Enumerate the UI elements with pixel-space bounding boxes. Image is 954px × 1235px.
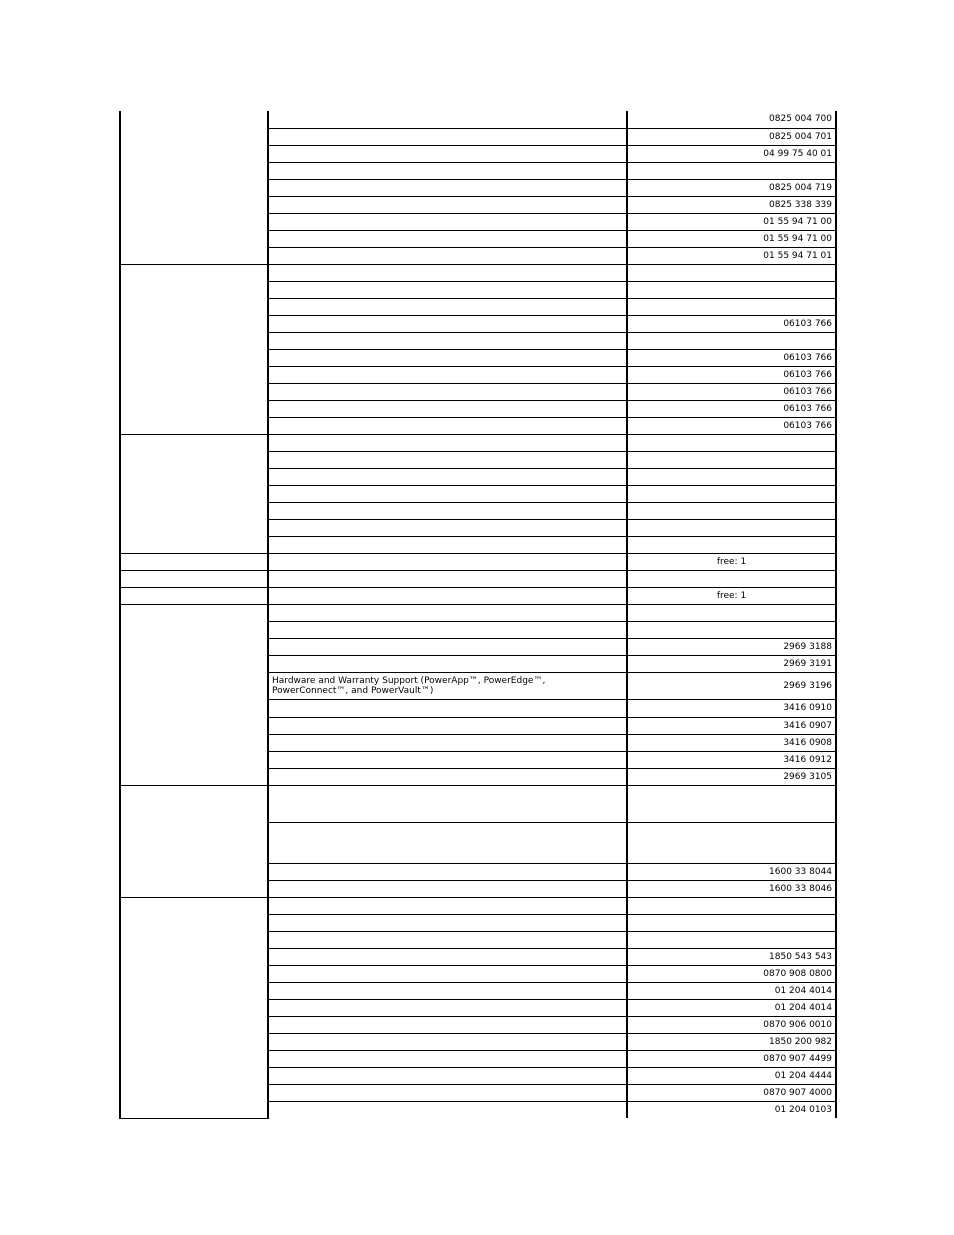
phone-number-cell: 1600 33 8046 [627, 880, 836, 897]
service-label-cell [268, 298, 627, 315]
phone-number-cell [627, 298, 836, 315]
service-label-cell [268, 587, 627, 604]
phone-number-cell [627, 822, 836, 863]
service-label-cell [268, 145, 627, 162]
phone-number-cell: 0825 004 701 [627, 128, 836, 145]
phone-number-cell [627, 468, 836, 485]
phone-number-cell: free: 1 [627, 587, 836, 604]
service-label-cell [268, 1067, 627, 1084]
contact-numbers-table [119, 111, 837, 1119]
phone-number-cell: 3416 0912 [627, 751, 836, 768]
table-row [120, 264, 836, 281]
phone-number-cell: 0825 004 719 [627, 179, 836, 196]
service-label-cell [268, 897, 627, 914]
service-label-cell [268, 553, 627, 570]
service-label-cell [268, 604, 627, 621]
phone-number-cell: 3416 0907 [627, 717, 836, 734]
phone-number-cell: 0825 004 700 [627, 111, 836, 128]
phone-number-cell: 3416 0910 [627, 699, 836, 717]
service-label-cell [268, 383, 627, 400]
service-label-cell [268, 914, 627, 931]
service-label-cell [268, 822, 627, 863]
phone-number-cell [627, 536, 836, 553]
service-label-cell [268, 1033, 627, 1050]
phone-number-cell [627, 264, 836, 281]
service-label-cell [268, 751, 627, 768]
service-label-cell [268, 247, 627, 264]
service-label-cell [268, 264, 627, 281]
table-row [120, 553, 836, 570]
service-label-cell [268, 502, 627, 519]
service-label-cell [268, 434, 627, 451]
service-label-cell: Hardware and Warranty Support (PowerApp™, PowerEdge™, PowerConnect™, and PowerVault™) [268, 672, 627, 699]
phone-number-cell: 06103 766 [627, 400, 836, 417]
table-body [120, 111, 836, 1118]
service-label-cell [268, 281, 627, 298]
region-cell [120, 587, 268, 604]
phone-number-cell: 04 99 75 40 01 [627, 145, 836, 162]
phone-number-cell: 01 55 94 71 01 [627, 247, 836, 264]
phone-number-cell: 2969 3191 [627, 655, 836, 672]
table-row [120, 587, 836, 604]
phone-number-cell [627, 485, 836, 502]
phone-number-cell: 06103 766 [627, 383, 836, 400]
service-label-cell [268, 536, 627, 553]
service-label-cell [268, 982, 627, 999]
service-label-cell [268, 999, 627, 1016]
service-label-cell [268, 880, 627, 897]
service-label-cell [268, 1084, 627, 1101]
phone-number-cell: free: 1 [627, 553, 836, 570]
service-label-cell [268, 315, 627, 332]
phone-number-cell: 01 204 4444 [627, 1067, 836, 1084]
phone-number-cell [627, 914, 836, 931]
phone-number-cell: 2969 3188 [627, 638, 836, 655]
phone-number-cell: 06103 766 [627, 366, 836, 383]
service-label-cell [268, 196, 627, 213]
service-label-cell [268, 655, 627, 672]
service-label-cell [268, 485, 627, 502]
phone-number-cell: 2969 3196 [627, 672, 836, 699]
phone-number-cell: 01 204 4014 [627, 999, 836, 1016]
service-label-cell [268, 863, 627, 880]
phone-number-cell: 06103 766 [627, 417, 836, 434]
service-label-cell [268, 468, 627, 485]
service-label-cell [268, 965, 627, 982]
service-label-cell [268, 948, 627, 965]
phone-number-cell: 0825 338 339 [627, 196, 836, 213]
region-cell [120, 570, 268, 587]
phone-number-cell: 01 55 94 71 00 [627, 213, 836, 230]
phone-number-cell: 0870 906 0010 [627, 1016, 836, 1033]
service-label-cell [268, 179, 627, 196]
phone-number-cell: 0870 907 4000 [627, 1084, 836, 1101]
service-label-cell [268, 717, 627, 734]
table-row [120, 434, 836, 451]
phone-number-cell: 2969 3105 [627, 768, 836, 785]
phone-number-cell [627, 451, 836, 468]
region-cell [120, 111, 268, 264]
phone-number-cell [627, 434, 836, 451]
phone-number-cell [627, 502, 836, 519]
phone-number-cell [627, 604, 836, 621]
service-label-cell [268, 1101, 627, 1118]
service-label-cell [268, 111, 627, 128]
phone-number-cell: 06103 766 [627, 315, 836, 332]
phone-number-cell [627, 162, 836, 179]
region-cell [120, 264, 268, 434]
region-cell [120, 434, 268, 553]
phone-number-cell [627, 281, 836, 298]
phone-number-cell: 01 55 94 71 00 [627, 230, 836, 247]
phone-number-cell: 01 204 4014 [627, 982, 836, 999]
service-label-cell [268, 570, 627, 587]
service-label-cell [268, 400, 627, 417]
phone-number-cell: 3416 0908 [627, 734, 836, 751]
service-label-cell [268, 128, 627, 145]
region-cell [120, 785, 268, 897]
table-row [120, 604, 836, 621]
service-label-cell [268, 332, 627, 349]
phone-number-cell: 01 204 0103 [627, 1101, 836, 1118]
service-label-cell [268, 734, 627, 751]
table-row [120, 111, 836, 128]
service-label-cell [268, 162, 627, 179]
service-label-cell [268, 1050, 627, 1067]
service-label-cell [268, 699, 627, 717]
region-cell [120, 897, 268, 1118]
phone-number-cell: 1850 200 982 [627, 1033, 836, 1050]
service-label-cell [268, 230, 627, 247]
phone-number-cell [627, 332, 836, 349]
service-label-cell [268, 417, 627, 434]
service-label-cell [268, 931, 627, 948]
table-row [120, 785, 836, 822]
phone-number-cell: 1600 33 8044 [627, 863, 836, 880]
region-cell [120, 553, 268, 570]
phone-number-cell: 0870 907 4499 [627, 1050, 836, 1067]
phone-number-cell [627, 897, 836, 914]
phone-number-cell: 1850 543 543 [627, 948, 836, 965]
service-label-cell [268, 1016, 627, 1033]
phone-number-cell [627, 785, 836, 822]
phone-number-cell [627, 570, 836, 587]
service-label-cell [268, 366, 627, 383]
service-label-cell [268, 349, 627, 366]
service-label-cell [268, 768, 627, 785]
service-label-cell [268, 451, 627, 468]
region-cell [120, 604, 268, 785]
service-label-cell [268, 519, 627, 536]
phone-number-cell: 0870 908 0800 [627, 965, 836, 982]
table-row [120, 570, 836, 587]
table-row [120, 897, 836, 914]
phone-number-cell [627, 519, 836, 536]
service-label-cell [268, 621, 627, 638]
service-label-cell [268, 785, 627, 822]
service-label-cell [268, 638, 627, 655]
service-label-cell [268, 213, 627, 230]
phone-number-cell [627, 621, 836, 638]
phone-number-cell [627, 931, 836, 948]
phone-number-cell: 06103 766 [627, 349, 836, 366]
